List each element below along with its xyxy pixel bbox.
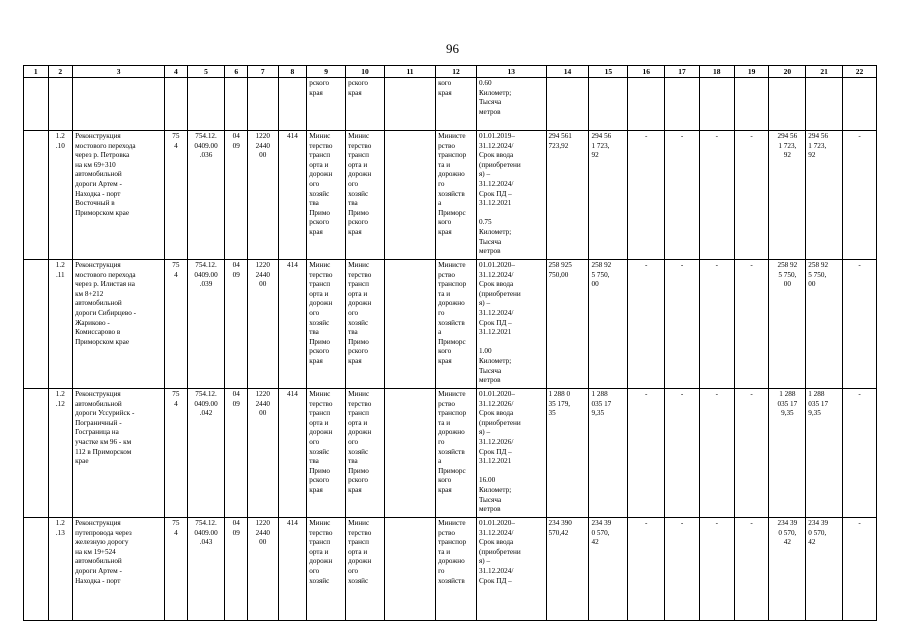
table-cell (806, 78, 843, 131)
table-cell: 1.2 .11 (48, 260, 73, 389)
table-cell: 75 4 (165, 131, 188, 260)
table-cell: 1 288 035 17 9,35 (806, 389, 843, 518)
table-cell (24, 518, 49, 621)
column-header: 16 (628, 66, 665, 78)
table-cell (384, 260, 435, 389)
table-cell: 294 56 1 723, 92 (806, 131, 843, 260)
table-cell: Минис терство трансп орта и дорожн ого хозяйс (307, 518, 346, 621)
table-cell: 75 4 (165, 389, 188, 518)
table-cell: Минис терство трансп орта и дорожн ого хозяйс тва Примо рского края (346, 131, 385, 260)
table-cell: Реконструкция мостового перехода через р. Илистая на км 8+212 автомобильной дороги Сибирцево - Жариково - Комиссарово в Приморском крае (73, 260, 165, 389)
table-cell: - (665, 518, 700, 621)
table-cell: 294 56 1 723, 92 (589, 131, 628, 260)
column-header: 13 (476, 66, 546, 78)
column-header: 12 (436, 66, 477, 78)
table-cell: Реконструкция автомобильной дороги Уссурийск - Пограничный - Госграница на участке км 96 - км 112 в Приморском крае (73, 389, 165, 518)
column-header: 15 (589, 66, 628, 78)
column-header: 14 (546, 66, 589, 78)
table-cell: 1220 2440 00 (247, 131, 278, 260)
table-cell: - (628, 518, 665, 621)
table-cell: - (699, 518, 734, 621)
column-header: 19 (734, 66, 769, 78)
table-cell: рского края (346, 78, 385, 131)
column-header: 4 (165, 66, 188, 78)
table-cell: 258 92 5 750, 00 (806, 260, 843, 389)
column-header: 11 (384, 66, 435, 78)
table-cell: Минис терство трансп орта и дорожн ого хозяйс (346, 518, 385, 621)
table-cell (247, 78, 278, 131)
table-cell (24, 260, 49, 389)
table-cell: 01.01.2020– 31.12.2024/ Срок ввода (приобретени я) – 31.12.2024/ Срок ПД – 31.12.2021 1.00 Километр; Тысяча метров (476, 260, 546, 389)
table-cell (73, 78, 165, 131)
table-cell: - (628, 389, 665, 518)
column-header: 2 (48, 66, 73, 78)
table-cell: Министе рство транспор та и дорожно го хозяйств (436, 518, 477, 621)
table-cell: 75 4 (165, 260, 188, 389)
table-cell: 01.01.2019– 31.12.2024/ Срок ввода (приобретени я) – 31.12.2024/ Срок ПД – 31.12.2021 0.75 Километр; Тысяча метров (476, 131, 546, 260)
table-cell (589, 78, 628, 131)
table-cell: 75 4 (165, 518, 188, 621)
table-cell: 04 09 (225, 260, 248, 389)
column-header: 10 (346, 66, 385, 78)
column-header: 18 (699, 66, 734, 78)
table-cell: 01.01.2020– 31.12.2024/ Срок ввода (приобретени я) – 31.12.2024/ Срок ПД – (476, 518, 546, 621)
table-cell (24, 78, 49, 131)
table-cell: 414 (278, 131, 307, 260)
table-body (24, 78, 877, 621)
table-cell: 0.60 Километр; Тысяча метров (476, 78, 546, 131)
table-cell: - (665, 260, 700, 389)
table-cell: рского края (307, 78, 346, 131)
column-header: 6 (225, 66, 248, 78)
table-cell: Минис терство трансп орта и дорожн ого хозяйс тва Примо рского края (346, 260, 385, 389)
table-cell: 234 39 0 570, 42 (769, 518, 806, 621)
table-cell (225, 78, 248, 131)
table-cell: 414 (278, 389, 307, 518)
column-header: 22 (843, 66, 877, 78)
table-header-row (24, 66, 877, 78)
table-cell: 754.12. 0409.00 .036 (187, 131, 225, 260)
table-cell: 1220 2440 00 (247, 389, 278, 518)
table-row (24, 260, 877, 389)
table-cell: - (734, 131, 769, 260)
table-cell: 234 390 570,42 (546, 518, 589, 621)
column-header: 5 (187, 66, 225, 78)
table-cell: - (699, 389, 734, 518)
table-cell: 1220 2440 00 (247, 518, 278, 621)
table-cell (734, 78, 769, 131)
column-header: 3 (73, 66, 165, 78)
table-cell: Минис терство трансп орта и дорожн ого хозяйс тва Примо рского края (307, 131, 346, 260)
data-table (23, 65, 877, 621)
table-cell: - (665, 131, 700, 260)
table-cell: 04 09 (225, 518, 248, 621)
column-header: 7 (247, 66, 278, 78)
table-cell: - (628, 260, 665, 389)
table-cell: 258 92 5 750, 00 (589, 260, 628, 389)
column-header: 1 (24, 66, 49, 78)
table-cell (628, 78, 665, 131)
table-cell: 1 288 035 17 9,35 (589, 389, 628, 518)
table-cell (48, 78, 73, 131)
table-cell: 258 925 750,00 (546, 260, 589, 389)
table-cell: Министе рство транспор та и дорожно го хозяйств а Приморс кого края (436, 389, 477, 518)
table-cell: Министе рство транспор та и дорожно го хозяйств а Приморс кого края (436, 260, 477, 389)
column-header: 20 (769, 66, 806, 78)
table-cell: 294 561 723,92 (546, 131, 589, 260)
table-cell: кого края (436, 78, 477, 131)
table-row (24, 389, 877, 518)
table-cell (699, 78, 734, 131)
table-cell (278, 78, 307, 131)
table-cell: 754.12. 0409.00 .039 (187, 260, 225, 389)
table-row (24, 518, 877, 621)
table-cell: 1.2 .12 (48, 389, 73, 518)
page-number: 96 (446, 41, 459, 56)
table-cell (24, 131, 49, 260)
table-cell: - (734, 260, 769, 389)
table-cell: - (665, 389, 700, 518)
table-cell (384, 131, 435, 260)
table-cell (165, 78, 188, 131)
table-row (24, 131, 877, 260)
table-cell (665, 78, 700, 131)
table-cell: - (843, 518, 877, 621)
column-header: 17 (665, 66, 700, 78)
table-cell: - (843, 389, 877, 518)
table-cell: - (699, 260, 734, 389)
table-cell: 258 92 5 750, 00 (769, 260, 806, 389)
table-cell: 234 39 0 570, 42 (589, 518, 628, 621)
table-cell (187, 78, 225, 131)
table-cell: - (843, 260, 877, 389)
table-cell (769, 78, 806, 131)
table-cell: - (843, 131, 877, 260)
column-header: 8 (278, 66, 307, 78)
table-cell: 414 (278, 260, 307, 389)
table-cell: 294 56 1 723, 92 (769, 131, 806, 260)
table-row (24, 78, 877, 131)
table-cell: 04 09 (225, 131, 248, 260)
table-cell: - (734, 389, 769, 518)
table-cell: 1 288 0 35 179, 35 (546, 389, 589, 518)
table-cell (384, 389, 435, 518)
table-cell: 1.2 .10 (48, 131, 73, 260)
table-cell: Минис терство трансп орта и дорожн ого хозяйс тва Примо рского края (346, 389, 385, 518)
table-cell: - (734, 518, 769, 621)
table-cell: 1 288 035 17 9,35 (769, 389, 806, 518)
table-cell: Реконструкция мостового перехода через р. Петровка на км 69+310 автомобильной дороги Артем - Находка - порт Восточный в Приморском крае (73, 131, 165, 260)
table-cell: Реконструкция путепровода через железную дорогу на км 19+524 автомобильной дороги Артем - Находка - порт (73, 518, 165, 621)
table-cell: 234 39 0 570, 42 (806, 518, 843, 621)
table-cell: Минис терство трансп орта и дорожн ого хозяйс тва Примо рского края (307, 260, 346, 389)
table-cell: 04 09 (225, 389, 248, 518)
table-cell: 01.01.2020– 31.12.2026/ Срок ввода (приобретени я) – 31.12.2026/ Срок ПД – 31.12.2021 16.00 Километр; Тысяча метров (476, 389, 546, 518)
table-cell: 754.12. 0409.00 .043 (187, 518, 225, 621)
table-cell (384, 78, 435, 131)
table-cell: 414 (278, 518, 307, 621)
table-cell: - (628, 131, 665, 260)
table-cell: Минис терство трансп орта и дорожн ого хозяйс тва Примо рского края (307, 389, 346, 518)
column-header: 9 (307, 66, 346, 78)
table-cell (384, 518, 435, 621)
table-cell (24, 389, 49, 518)
table-cell: Министе рство транспор та и дорожно го хозяйств а Приморс кого края (436, 131, 477, 260)
table-cell: 754.12. 0409.00 .042 (187, 389, 225, 518)
column-header: 21 (806, 66, 843, 78)
table-cell: 1220 2440 00 (247, 260, 278, 389)
table-cell (843, 78, 877, 131)
table-cell (546, 78, 589, 131)
table-cell: - (699, 131, 734, 260)
table-cell: 1.2 .13 (48, 518, 73, 621)
